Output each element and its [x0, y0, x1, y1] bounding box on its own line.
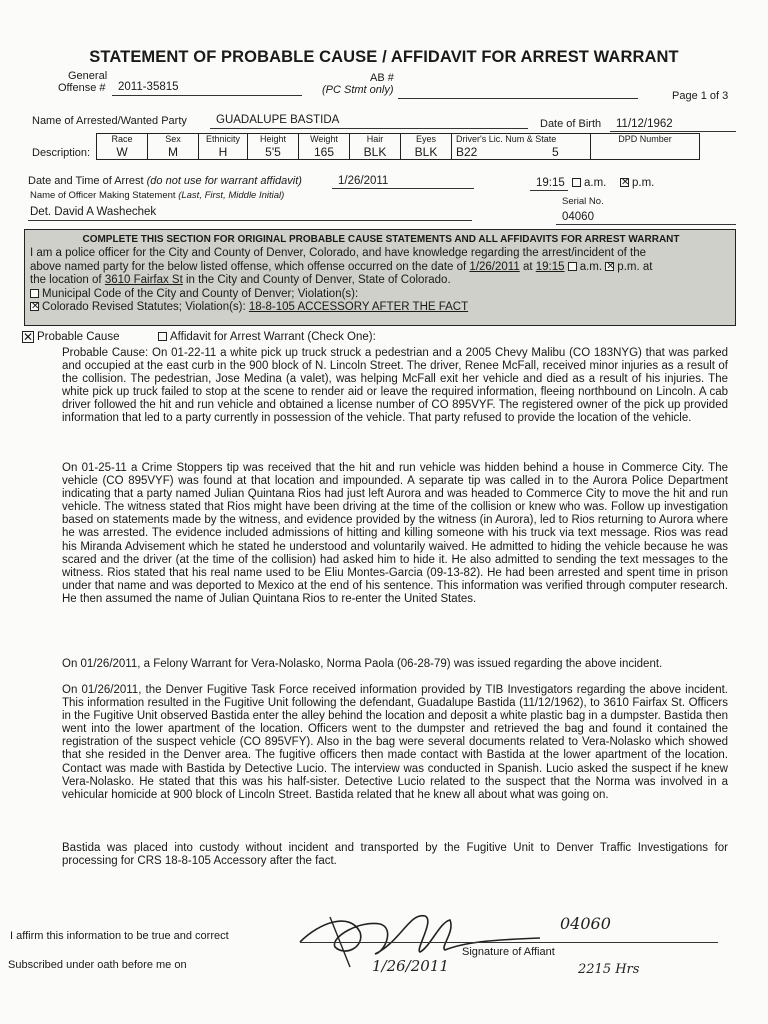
weight-cell: Weight 165 — [299, 134, 350, 160]
license-state: 5 — [552, 145, 559, 159]
serial-label: Serial No. — [562, 196, 604, 207]
hair-cell: Hair BLK — [350, 134, 401, 160]
name-label: Name of Arrested/Wanted Party — [32, 115, 187, 127]
offense-label: Offense # — [58, 82, 106, 94]
probable-cause-checkbox-checked: ✕ — [23, 330, 34, 344]
description-label: Description: — [32, 147, 91, 159]
description-table — [96, 133, 700, 160]
document-title: STATEMENT OF PROBABLE CAUSE / AFFIDAVIT FOR ARREST WARRANT — [89, 48, 679, 66]
pc-stmt-note: (PC Stmt only) — [322, 84, 394, 96]
shaded-header: COMPLETE THIS SECTION FOR ORIGINAL PROBABLE CAUSE STATEMENTS AND ALL AFFIDAVITS FOR ARREST WARRANT — [82, 234, 680, 245]
narrative-paragraph-2: On 01-25-11 a Crime Stoppers tip was received that the hit and run vehicle was hidden behind a house in Commerce City. The vehicle (CO 895VYF) was found at that location and impounded. A separate tip was called in to the Aurora Police Department indicating that a party named Julian Quintana Rios had just left Aurora and was headed to Commerce City to move the hit and run vehicle. The witness stated that Rios might have been driving at the time of the collision or knew who was. Follow up investigation based on statements made by the witness, and evidence provided by the witness (in Aurora), led to Rios returning to Aurora where he was arrested. The evidence included admissions of hitting and killing someone with his truck via text message. Rios was read his Miranda Advisement which he stated he understood and voluntarily waived. He admitted to hiding the vehicle because he was scared and the driver (at the time of the collision) had asked him to hide it. He also admitted to sending the text messages to the witness. Rios stated that his real name used to be Eliu Montes-Garcia (09-13-82). He had been arrested and spent time in prison under that name and was deported to Mexico at the end of his sentence. This information was verified through computer research. He then assumed the name of Julian Quintana Rios to re-enter the United States. — [62, 462, 728, 605]
affidavit-statement-box — [24, 229, 736, 326]
officer-name: Det. David A Washechek — [30, 206, 157, 218]
affirm-text: I affirm this information to be true and correct — [10, 930, 229, 942]
shaded-statement: I am a police officer for the City and County of Denver, Colorado, and have knowledge regarding the arrest/incident of the above named party for the below listed offense, which offense occurred on the date of 1/26/2011 at 19:15 a.m. ✕ p.m. at the location of 3610 Fairfax St in the City and County of Denver, State of Colorado. Municipal Code of the City and County of Denver; Violation(s): ✕ Colorado Revised Statutes; Violation(s): 18-8-105 ACCESSORY AFTER THE FACT — [30, 247, 730, 315]
municipal-checkbox — [30, 289, 39, 298]
handwritten-serial: 04060 — [560, 914, 611, 933]
page-number: Page 1 of 3 — [672, 90, 729, 102]
sex-cell: Sex M — [148, 134, 199, 160]
am-checkbox — [572, 178, 581, 187]
dob-label: Date of Birth — [540, 118, 602, 130]
handwritten-date: 1/26/2011 — [372, 957, 449, 975]
pm-option: ✕ p.m. — [621, 177, 655, 189]
arrest-time: 19:15 — [536, 177, 565, 189]
arrestee-name: GUADALUPE BASTIDA — [216, 114, 340, 126]
narrative-paragraph-4: On 01/26/2011, the Denver Fugitive Task Force received information provided by TIB Investigators regarding the above incident. This information resulted in the Fugitive Unit following the defendant, Guadalupe Bastida (11/12/1962), to 3610 Fairfax St. Officers in the Fugitive Unit observed Bastida enter the alley behind the location and deposit a white plastic bag in a dumpster. Bastida then went into the lower apartment of the location. Officers went to the dumpster and retrieved the bag and found it contained the registration of the suspect vehicle (CO 895VFY). Also in the bag were several documents related to Vera-Nolasko which showed that she resided in the Denver area. The fugitive officers then made contact with Bastida at the lower apartment of the location. Contact was made with Bastida by Detective Lucio. The interview was conducted in Spanish. Lucio asked the suspect if he knew Vera-Nolasko. He stated that this was his half-sister. Detective Lucio related to the suspect that the Norma was involved in a vehicular homicide at 900 block of Lincoln Street. Bastida related that he knew all about what was going on. — [62, 684, 728, 801]
ab-label: AB # — [370, 72, 394, 84]
narrative-paragraph-3: On 01/26/2011, a Felony Warrant for Vera-Nolasko, Norma Paola (06-28-79) was issued regarding the above incident. — [62, 658, 663, 670]
height-cell: Height 5'5 — [248, 134, 299, 160]
probable-cause-option: ✕ Probable Cause — [23, 330, 120, 344]
affidavit-checkbox — [158, 332, 167, 341]
subscribed-text: Subscribed under oath before me on — [8, 959, 187, 971]
officer-label: Name of Officer Making Statement (Last, First, Middle Initial) — [30, 190, 285, 201]
dob-value: 11/12/1962 — [616, 118, 673, 130]
signature-label: Signature of Affiant — [462, 946, 555, 958]
arrest-date-label: Date and Time of Arrest (do not use for warrant affidavit) — [28, 175, 302, 187]
crs-checkbox-checked: ✕ — [31, 301, 40, 313]
serial-number: 04060 — [562, 211, 594, 223]
shaded-pm-checkbox-checked: ✕ — [606, 260, 615, 272]
affidavit-option: Affidavit for Arrest Warrant (Check One): — [158, 331, 376, 343]
arrest-date: 1/26/2011 — [338, 175, 389, 187]
municipal-code-option: Municipal Code of the City and County of Denver; Violation(s): — [30, 288, 730, 302]
general-label: General — [68, 70, 108, 82]
crs-option: ✕ Colorado Revised Statutes; Violation(s): 18-8-105 ACCESSORY AFTER THE FACT — [31, 301, 469, 313]
drivers-license-cell: Driver's Lic. Num & State B22 5 — [452, 134, 591, 160]
offense-number: 2011-35815 — [118, 81, 179, 93]
shaded-am-checkbox — [568, 262, 577, 271]
dpd-number-cell: DPD Number — [591, 134, 700, 160]
handwritten-time: 2215 Hrs — [578, 962, 640, 977]
race-cell: Race W — [97, 134, 148, 160]
pm-checkbox-checked: ✕ — [621, 177, 630, 189]
narrative-paragraph-1: Probable Cause: On 01-22-11 a white pick up truck struck a pedestrian and a 2005 Chevy Malibu (CO 183NYG) that was parked and occupied at the east curb in the 900 block of N. Lincoln Street. The driver, Renee McFall, received minor injuries as a result of the collision. The pedestrian, Jose Medina (a valet), was helping McFall exit her vehicle and died as a result of his injuries. The white pick up truck failed to stop at the scene to render aid or leave the required information, fleeing northbound on Lincoln. A cab driver followed the hit and run vehicle and obtained a license number of CO 895VYF. The registered owner of the pick up provided information that led to a party currently in possession of the vehicle. That party refused to provide the location of the vehicle. — [62, 347, 728, 425]
eyes-cell: Eyes BLK — [401, 134, 452, 160]
am-option: a.m. — [572, 177, 606, 189]
narrative-paragraph-5: Bastida was placed into custody without incident and transported by the Fugitive Unit to Denver Traffic Investigations for processing for CRS 18-8-105 Accessory after the fact. — [62, 842, 728, 868]
ethnicity-cell: Ethnicity H — [199, 134, 248, 160]
